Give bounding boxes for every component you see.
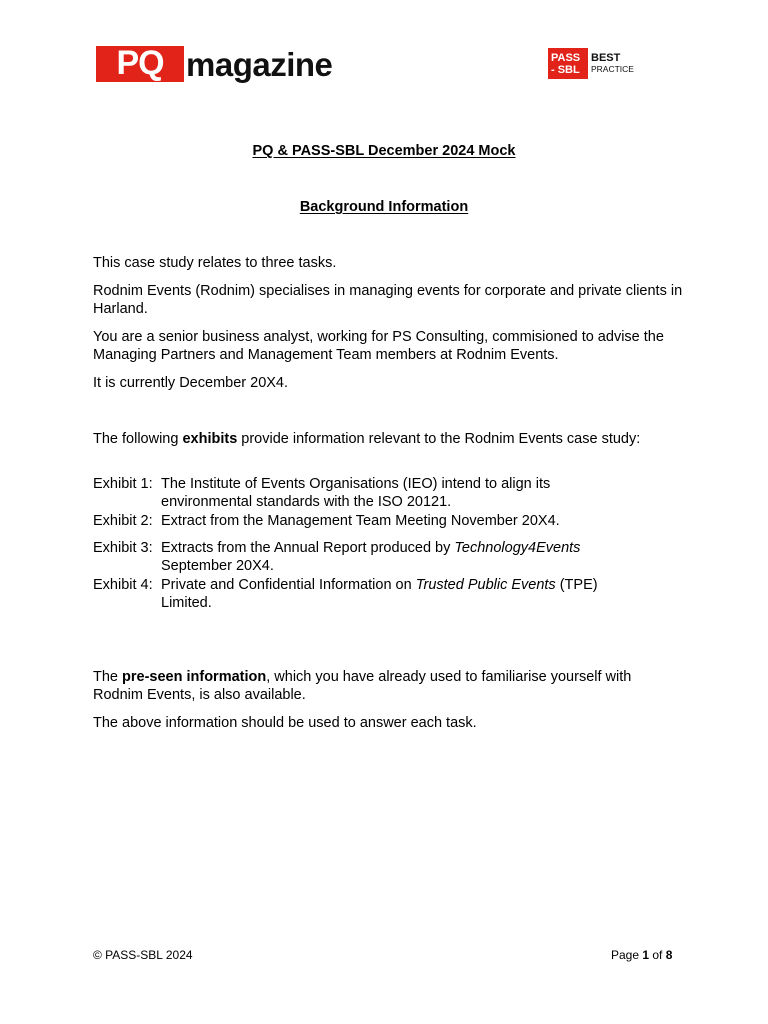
pass-logo-line1: PASS (551, 51, 581, 64)
exhibit-text-cont: September 20X4. (161, 558, 274, 574)
pass-sbl-logo-box (548, 48, 588, 79)
pq-magazine-logo (96, 45, 332, 83)
pass-logo-practice: PRACTICE (591, 64, 634, 74)
exhibits-intro-bold: exhibits (182, 431, 238, 447)
page-total: 8 (665, 948, 673, 962)
exhibit-text-italic: Trusted Public Events (415, 577, 556, 593)
exhibit-text: Extract from the Management Team Meeting November 20X4. (161, 513, 560, 529)
exhibit-label: Exhibit 2: (93, 513, 153, 529)
preseen-paragraph (93, 668, 683, 704)
page-of: of (649, 948, 666, 962)
preseen-bold: pre-seen information (122, 669, 267, 685)
page-current: 1 (642, 948, 650, 962)
exhibit-text-line: The Institute of Events Organisations (IEO) intend to align its (161, 476, 551, 492)
exhibit-text (161, 576, 683, 612)
intro-paragraph-4: It is currently December 20X4. (93, 375, 289, 391)
exhibit-text-italic: Technology4Events (454, 540, 581, 556)
footer-copyright: © PASS-SBL 2024 (93, 948, 193, 962)
exhibit-text (161, 475, 683, 511)
exhibit-label: Exhibit 1: (93, 476, 153, 492)
pass-logo-line2: - SBL (551, 63, 580, 76)
exhibit-text-before: Private and Confidential Information on (161, 577, 416, 593)
exhibit-text-before: Extracts from the Annual Report produced by (161, 540, 455, 556)
intro-paragraph-3: You are a senior business analyst, working for PS Consulting, commisioned to advise the Managing Partners and Management Team members at Rodnim Events. (93, 329, 664, 363)
exhibit-text (161, 539, 683, 575)
exhibit-text-cont: environmental standards with the ISO 20121. (161, 494, 452, 510)
exhibits-intro-before: The following (93, 431, 183, 447)
pass-logo-best: BEST (591, 52, 621, 64)
exhibit-item-3 (93, 539, 683, 575)
exhibit-item-4 (93, 576, 683, 612)
document-title: PQ & PASS-SBL December 2024 Mock (252, 143, 516, 159)
exhibit-text-after: (TPE) (555, 577, 598, 593)
pq-logo-word: magazine (186, 45, 333, 83)
exhibit-label: Exhibit 4: (93, 577, 153, 593)
exhibit-text-cont: Limited. (161, 595, 212, 611)
exhibits-intro (93, 430, 683, 448)
pass-logo-text (591, 53, 634, 74)
intro-paragraph-1: This case study relates to three tasks. (93, 255, 337, 271)
preseen-after: , which you have already used to familiarise yourself with Rodnim Events, is also available. (93, 669, 632, 703)
pq-logo-box: PQ (96, 46, 184, 82)
closing-paragraph: The above information should be used to answer each task. (93, 715, 477, 731)
exhibits-intro-after: provide information relevant to the Rodnim Events case study: (237, 431, 641, 447)
exhibit-label: Exhibit 3: (93, 540, 153, 556)
pass-sbl-best-practice-logo (548, 48, 634, 79)
footer-page-number (611, 948, 672, 962)
preseen-before: The (93, 669, 123, 685)
section-heading: Background Information (299, 199, 469, 215)
exhibit-item-2 (93, 512, 683, 530)
intro-paragraph-2: Rodnim Events (Rodnim) specialises in managing events for corporate and private clients in Harland. (93, 283, 683, 317)
exhibit-item-1 (93, 475, 683, 511)
page-label: Page (611, 948, 643, 962)
